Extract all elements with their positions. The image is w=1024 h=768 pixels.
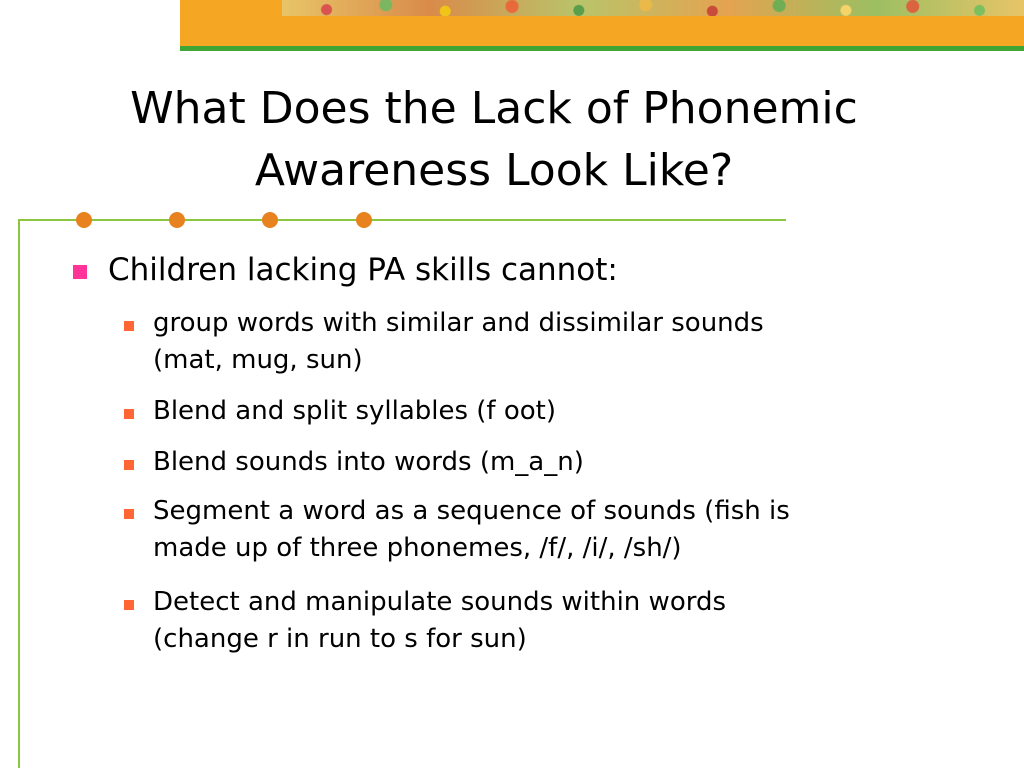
main-bullet: Children lacking PA skills cannot: [108,252,618,288]
sub-bullet-4-line-1: Segment a word as a sequence of sounds (fish is [153,496,790,526]
sub-bullet-2 [153,393,913,430]
sub-bullet-5-line-2: (change r in run to s for sun) [153,624,527,654]
title-line-1: What Does the Lack of Phonemic [130,83,858,134]
square-bullet-icon [124,460,134,470]
sub-bullet-4-line-2: made up of three phonemes, /f/, /i/, /sh/) [153,533,682,563]
square-bullet-icon [124,409,134,419]
sub-bullet-4 [153,493,913,567]
sub-bullet-1-line-2: (mat, mug, sun) [153,345,363,375]
sub-bullet-1-line-1: group words with similar and dissimilar sounds [153,308,764,338]
square-bullet-icon [124,509,134,519]
title-line-2: Awareness Look Like? [254,145,734,196]
sub-bullet-2-line-1: Blend and split syllables (f oot) [153,396,556,426]
square-bullet-icon [124,600,134,610]
sub-bullet-3 [153,444,913,481]
square-bullet-icon [124,321,134,331]
sub-bullet-3-line-1: Blend sounds into words (m_a_n) [153,447,584,477]
sub-bullet-5-line-1: Detect and manipulate sounds within words [153,587,727,617]
sub-bullet-1 [153,305,913,379]
square-bullet-icon [73,265,87,279]
sub-bullet-5 [153,584,913,658]
